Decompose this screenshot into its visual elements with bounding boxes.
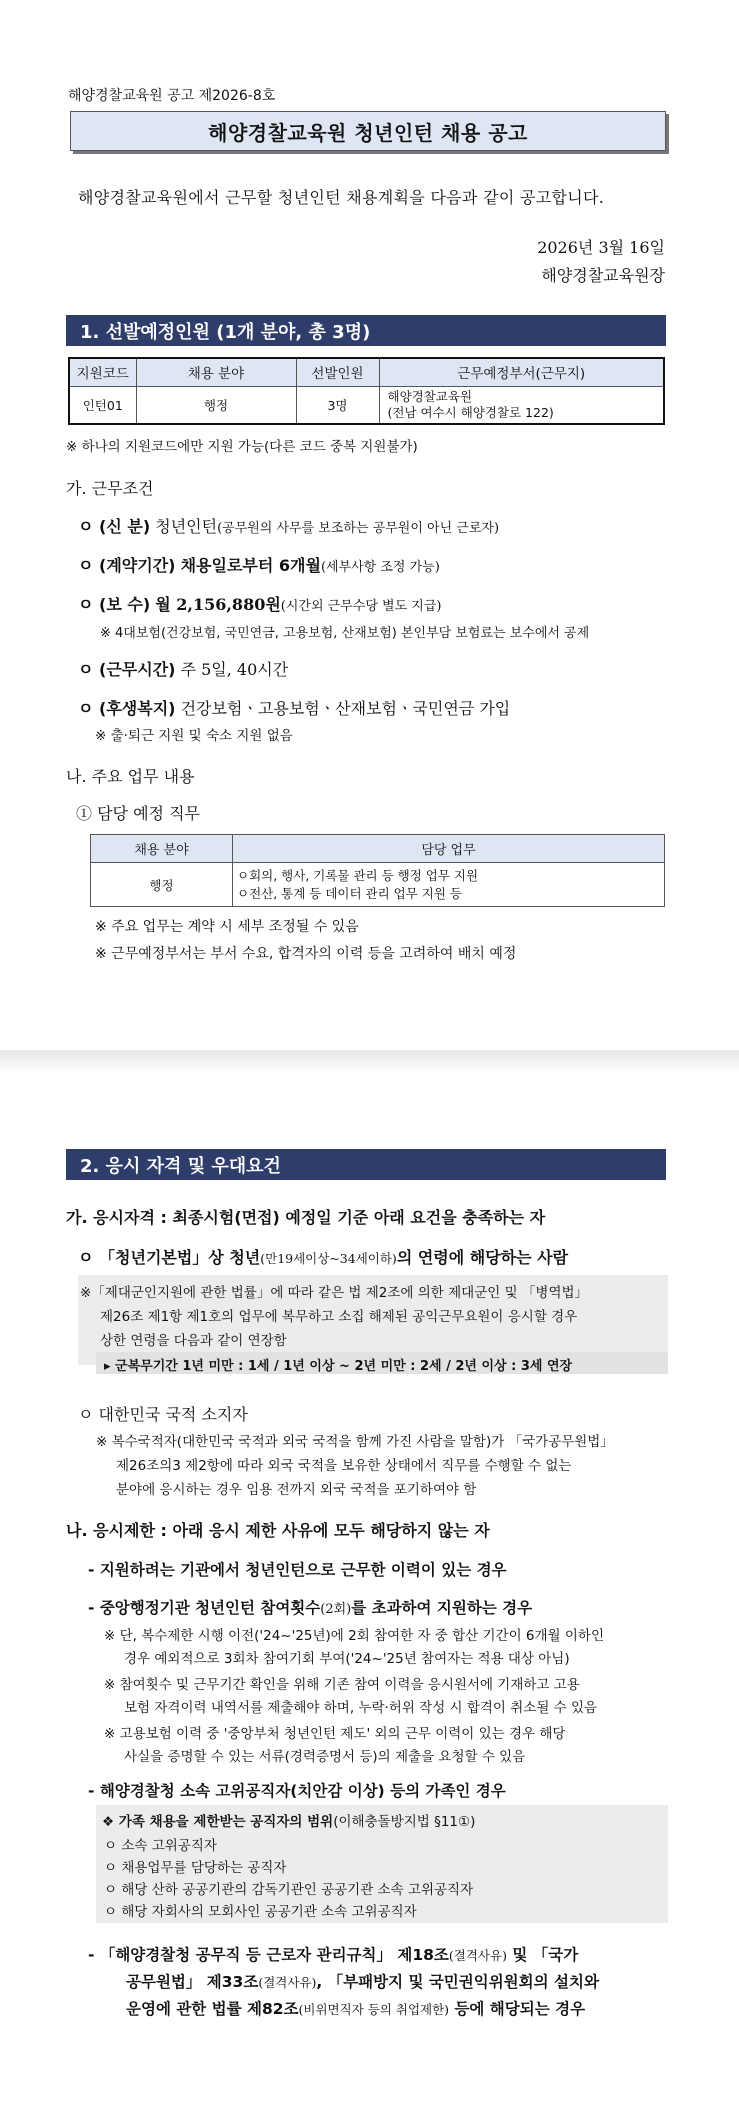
field-cell: 행정 xyxy=(136,386,296,424)
duty-cell xyxy=(233,863,665,907)
restriction-note-line: 사실을 증명할 수 있는 서류(경력증명서 등)의 제출을 요청할 수 있음 xyxy=(124,1749,526,1765)
restriction-title: 나. 응시제한 : 아래 응시 제한 사유에 모두 해당하지 않는 자 xyxy=(66,1521,490,1540)
restriction-item-line xyxy=(126,1970,599,1992)
support-code-cell: 인턴01 xyxy=(69,386,136,424)
duty-item: ㅇ회의, 행사, 기록물 관리 등 행정 업무 지원 xyxy=(237,867,479,883)
nationality-note-line: 분야에 응시하는 경우 임용 전까지 외국 국적을 포기하여야 함 xyxy=(116,1482,477,1498)
condition-period xyxy=(78,553,440,576)
table-header-cell: 지원코드 xyxy=(69,358,136,386)
field-cell: 행정 xyxy=(91,863,233,907)
department-address: (전남 여수시 해양경찰로 122) xyxy=(387,404,554,420)
restriction-text: 를 초과하여 지원하는 경우 xyxy=(351,1599,533,1617)
notice-date: 2026년 3월 16일 xyxy=(537,238,665,257)
section-1-title: 1. 선발예정인원 (1개 분야, 총 3명) xyxy=(80,321,371,343)
section-2-title: 2. 응시 자격 및 우대요건 xyxy=(80,1155,281,1177)
table-header-cell: 근무예정부서(근무지) xyxy=(379,358,664,386)
restriction-note-line: 보험 자격이력 내역서를 제출해야 하며, 누락·허위 작성 시 합격이 취소될 수 있음 xyxy=(124,1700,598,1716)
subsection-ga-title: 가. 근무조건 xyxy=(66,479,154,498)
restriction-text: 등에 해당되는 경우 xyxy=(449,2000,586,2018)
family-scope-item: ㅇ 소속 고위공직자 xyxy=(104,1838,217,1854)
subsection-na-title: 나. 주요 업무 내용 xyxy=(66,767,195,786)
restriction-note-line: ※ 고용보험 이력 중 '중앙부처 청년인턴 제도' 외의 근무 이력이 있는 경우 해당 xyxy=(104,1726,566,1742)
restriction-text: 공무원법」 제33조 xyxy=(126,1973,259,1991)
table-row xyxy=(69,386,664,424)
youth-text: 의 연령에 해당하는 사람 xyxy=(396,1248,569,1267)
duty-note: ※ 주요 업무는 계약 시 세부 조정될 수 있음 xyxy=(95,919,359,935)
table-row xyxy=(91,863,665,907)
military-note-line: ※「제대군인지원에 관한 법률」에 따라 같은 법 제2조에 의한 제대군인 및 「병역법」 xyxy=(80,1285,589,1301)
family-scope-heading xyxy=(102,1810,475,1830)
military-extension-rule: ▸ 군복무기간 1년 미만 : 1세 / 1년 이상 ~ 2년 미만 : 2세 / 2년 이상 : 3세 연장 xyxy=(104,1359,573,1374)
youth-age-requirement xyxy=(78,1245,568,1268)
nationality-note-line: 제26조의3 제2항에 따라 외국 국적을 보유한 상태에서 직무를 수행할 수 없는 xyxy=(116,1458,572,1474)
page-separator xyxy=(0,1050,739,1072)
condition-welfare xyxy=(78,696,510,719)
restriction-item: - 해양경찰청 소속 고위공직자(치안감 이상) 등의 가족인 경우 xyxy=(88,1782,506,1800)
condition-value: 청년인턴 xyxy=(155,517,218,536)
family-scope-item: ㅇ 해당 산하 공공기관의 감독기관인 공공기관 소속 고위공직자 xyxy=(104,1882,474,1898)
condition-label: ㅇ (근무시간) xyxy=(78,660,176,679)
table-header-cell: 선발인원 xyxy=(296,358,379,386)
condition-paren: (시간외 근무수당 별도 지급) xyxy=(280,599,442,614)
restriction-text: 및 「국가 xyxy=(506,1946,579,1964)
restriction-text: , 「부패방지 및 국민권익위원회의 설치와 xyxy=(316,1973,599,1991)
headcount-cell: 3명 xyxy=(296,386,379,424)
restriction-item-line xyxy=(88,1943,578,1965)
restriction-text: - 중앙행정기관 청년인턴 참여횟수 xyxy=(88,1599,321,1617)
condition-paren: (세부사항 조정 가능) xyxy=(320,560,440,575)
youth-text: ㅇ 「청년기본법」상 청년 xyxy=(78,1248,261,1267)
restriction-item-line xyxy=(126,1997,585,2019)
restriction-note-line: 경우 예외적으로 3회차 참여기회 부여('24~'25년 참여자는 적용 대상 아님) xyxy=(124,1651,570,1667)
condition-pay xyxy=(78,592,441,615)
document-title: 해양경찰교육원 청년인턴 채용 공고 xyxy=(208,120,528,145)
table-header-cell: 담당 업무 xyxy=(233,835,665,863)
restriction-item xyxy=(88,1596,532,1618)
document-page-1 xyxy=(0,0,739,1050)
condition-status xyxy=(78,514,499,537)
youth-age-range: (만19세이상~34세이하) xyxy=(260,1251,397,1266)
duty-subtitle: ① 담당 예정 직무 xyxy=(76,804,200,823)
condition-label: ㅇ (보 수) xyxy=(78,595,151,614)
restriction-paren: (결격사유) xyxy=(258,1975,317,1990)
duty-item: ㅇ전산, 통계 등 데이터 관리 업무 지원 등 xyxy=(237,885,462,901)
family-scope-title: ❖ 가족 채용을 제한받는 공직자의 범위 xyxy=(102,1814,334,1830)
department-name: 해양경찰교육원 xyxy=(387,388,473,404)
family-scope-item: ㅇ 채용업무를 담당하는 공직자 xyxy=(104,1860,287,1876)
condition-value: 월 2,156,880원 xyxy=(155,595,281,614)
restriction-note-line: ※ 단, 복수제한 시행 이전('24~'25년)에 2회 참여한 자 중 합산 기간이 6개월 이하인 xyxy=(104,1628,605,1644)
intro-text: 해양경찰교육원에서 근무할 청년인턴 채용계획을 다음과 같이 공고합니다. xyxy=(78,188,605,207)
department-cell xyxy=(379,386,664,424)
section-2-header xyxy=(66,1149,666,1180)
table-header-row xyxy=(91,835,665,863)
restriction-item: - 지원하려는 기관에서 청년인턴으로 근무한 이력이 있는 경우 xyxy=(88,1561,507,1579)
table-header-row xyxy=(69,358,664,386)
family-scope-item: ㅇ 해당 자회사의 모회사인 공공기관 소속 고위공직자 xyxy=(104,1904,417,1920)
table-header-cell: 채용 분야 xyxy=(91,835,233,863)
document-page-2 xyxy=(0,1072,739,2111)
condition-paren: (공무원의 사무를 보조하는 공무원이 아닌 근로자) xyxy=(217,521,500,536)
family-scope-law: (이해충돌방지법 §11①) xyxy=(333,1814,476,1830)
restriction-text: - 「해양경찰청 공무직 등 근로자 관리규칙」 제18조 xyxy=(88,1946,449,1964)
welfare-note: ※ 출·퇴근 지원 및 숙소 지원 없음 xyxy=(95,728,293,744)
insurance-note: ※ 4대보험(건강보험, 국민연금, 고용보험, 산재보험) 본인부담 보험료는 보수에서 공제 xyxy=(100,626,590,641)
table-header-cell: 채용 분야 xyxy=(136,358,296,386)
duty-table xyxy=(90,834,665,907)
condition-label: ㅇ (후생복지) xyxy=(78,699,176,718)
condition-label: ㅇ (계약기간) xyxy=(78,556,176,575)
condition-value: 건강보험ㆍ고용보험ㆍ산재보험ㆍ국민연금 가입 xyxy=(180,699,511,718)
condition-value: 주 5일, 40시간 xyxy=(180,660,289,679)
military-note-line: 제26조 제1항 제1호의 업무에 복무하고 소집 해제된 공익근무요원이 응시할 경우 xyxy=(100,1309,578,1325)
military-note-line: 상한 연령을 다음과 같이 연장함 xyxy=(100,1333,287,1349)
restriction-count: (2회) xyxy=(320,1602,352,1617)
section-1-header xyxy=(66,315,666,346)
single-code-note: ※ 하나의 지원코드에만 지원 가능(다른 코드 중복 지원불가) xyxy=(66,439,418,455)
nationality-note-line: ※ 복수국적자(대한민국 국적과 외국 국적을 함께 가진 사람을 말함)가 「국가공무원법」 xyxy=(96,1434,614,1450)
restriction-text: 운영에 관한 법률 제82조 xyxy=(126,2000,299,2018)
recruitment-table xyxy=(68,357,665,425)
condition-value: 채용일로부터 6개월 xyxy=(180,556,321,575)
document-title-box xyxy=(70,111,666,151)
restriction-paren: (결격사유) xyxy=(448,1948,507,1963)
duty-note: ※ 근무예정부서는 부서 수요, 합격자의 이력 등을 고려하여 배치 예정 xyxy=(95,946,517,962)
notice-number: 해양경찰교육원 공고 제2026-8호 xyxy=(68,88,276,104)
qualification-title: 가. 응시자격 : 최종시험(면접) 예정일 기준 아래 요건을 충족하는 자 xyxy=(66,1208,546,1227)
restriction-note-line: ※ 참여횟수 및 근무기간 확인을 위해 기존 참여 이력을 응시원서에 기재하고 고용 xyxy=(104,1677,580,1693)
nationality-requirement: ㅇ 대한민국 국적 소지자 xyxy=(78,1405,248,1424)
condition-label: ㅇ (신 분) xyxy=(78,517,151,536)
issuer-name: 해양경찰교육원장 xyxy=(541,266,665,285)
condition-hours xyxy=(78,657,288,680)
restriction-paren: (비위면직자 등의 취업제한) xyxy=(298,2002,450,2017)
